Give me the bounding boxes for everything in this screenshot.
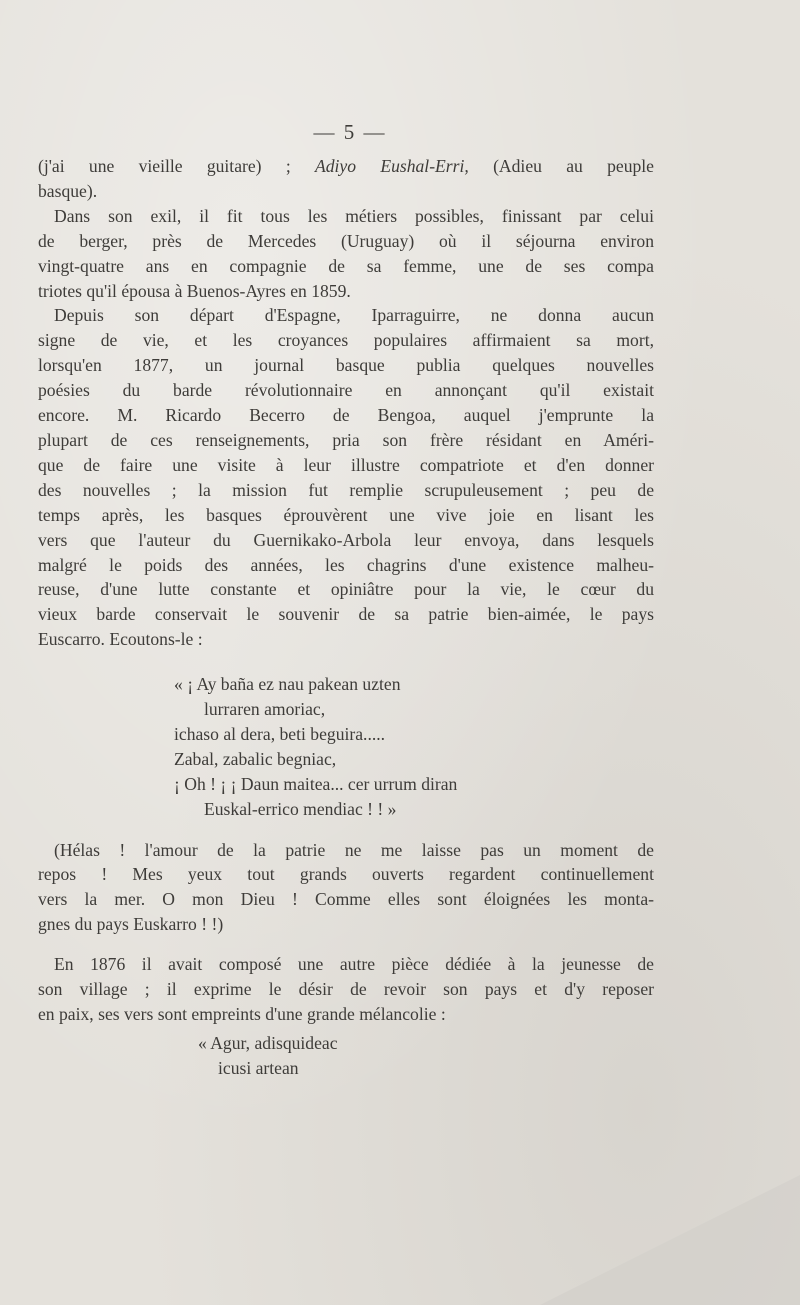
paragraph-3-line: que de faire une visite à leur illustre compatriote et d'en donner bbox=[38, 454, 654, 475]
paragraph-3-line: poésies du barde révolutionnaire en annonçant qu'il existait bbox=[38, 380, 654, 401]
page-body bbox=[38, 154, 654, 1081]
paragraph-3-line: signe de vie, et les croyances populaires affirmaient sa mort, bbox=[38, 330, 654, 351]
paragraph-3-line: des nouvelles ; la mission fut remplie scrupuleusement ; peu de bbox=[38, 479, 654, 500]
paragraph-2-line: Dans son exil, il fit tous les métiers possibles, finissant par celui bbox=[54, 205, 654, 226]
paragraph-1-line-1 bbox=[38, 154, 654, 179]
paragraph-3-line: reuse, d'une lutte constante et opiniâtre pour la vie, le cœur du bbox=[38, 579, 654, 600]
paragraph-1-text-end: (Adieu au peuple bbox=[468, 156, 654, 176]
paragraph-2-line: vingt-quatre ans en compagnie de sa femme, une de ses compa bbox=[38, 255, 654, 276]
paragraph-3-line: temps après, les basques éprouvèrent une vive joie en lisant les bbox=[38, 504, 654, 525]
translation-line: gnes du pays Euskarro ! !) bbox=[38, 914, 224, 935]
paragraph-3-line: lorsqu'en 1877, un journal basque publia quelques nouvelles bbox=[38, 355, 654, 376]
poem-1-line: Euskal-errico mendiac ! ! » bbox=[204, 798, 397, 819]
paragraph-4-line: en paix, ses vers sont empreints d'une grande mélancolie : bbox=[38, 1004, 446, 1024]
translation-line: (Hélas ! l'amour de la patrie ne me laisse pas un moment de bbox=[54, 839, 654, 860]
poem-2-line: « Agur, adisquideac bbox=[198, 1032, 338, 1053]
paragraph-2-line: de berger, près de Mercedes (Uruguay) où il séjourna environ bbox=[38, 230, 654, 251]
paragraph-3-line: plupart de ces renseignements, pria son frère résidant en Améri- bbox=[38, 429, 654, 450]
basque-poem-1 bbox=[38, 672, 654, 821]
translation-line: repos ! Mes yeux tout grands ouverts regardent continuellement bbox=[38, 864, 654, 885]
paragraph-4-line: En 1876 il avait composé une autre pièce dédiée à la jeunesse de bbox=[54, 954, 654, 975]
paragraph-1-text: (j'ai une vieille guitare) ; bbox=[38, 156, 315, 176]
translation-line: vers la mer. O mon Dieu ! Comme elles sont éloignées les monta- bbox=[38, 889, 654, 910]
paragraph-3-line: encore. M. Ricardo Becerro de Bengoa, auquel j'emprunte la bbox=[38, 405, 654, 426]
paragraph-1-line-2: basque). bbox=[38, 180, 98, 201]
poem-1-line: ichaso al dera, beti beguira..... bbox=[174, 723, 386, 744]
paragraph-3-line: malgré le poids des années, les chagrins d'une existence malheu- bbox=[38, 554, 654, 575]
paragraph-2-line: triotes qu'il épousa à Buenos-Ayres en 1859. bbox=[38, 280, 351, 301]
paragraph-4-line: son village ; il exprime le désir de revoir son pays et d'y reposer bbox=[38, 979, 654, 1000]
poem-1-line: Zabal, zabalic begniac, bbox=[174, 748, 337, 769]
page-corner-shadow bbox=[540, 1175, 800, 1305]
paragraph-4 bbox=[38, 952, 654, 1027]
poem-2-line: icusi artean bbox=[218, 1057, 299, 1078]
paragraph-3-line: vieux barde conservait le souvenir de sa patrie bien-aimée, le pays bbox=[38, 604, 654, 625]
paragraph-3-line: Depuis son départ d'Espagne, Iparraguirre, ne donna aucun bbox=[54, 305, 654, 326]
paragraph-3-line: Euscarro. Ecoutons-le : bbox=[38, 629, 203, 650]
paragraph-3-line: vers que l'auteur du Guernikako-Arbola leur envoya, dans lesquels bbox=[38, 529, 654, 550]
basque-title: Adiyo Eushal-Erri, bbox=[315, 156, 469, 176]
page-number: — 5 — bbox=[313, 120, 387, 144]
poem-1-line: lurraren amoriac, bbox=[204, 699, 326, 720]
poem-1-line: « ¡ Ay baña ez nau pakean uzten bbox=[174, 674, 401, 695]
basque-poem-2 bbox=[38, 1031, 654, 1081]
poem-1-line: ¡ Oh ! ¡ ¡ Daun maitea... cer urrum diran bbox=[174, 773, 458, 794]
poem-translation bbox=[38, 838, 654, 938]
